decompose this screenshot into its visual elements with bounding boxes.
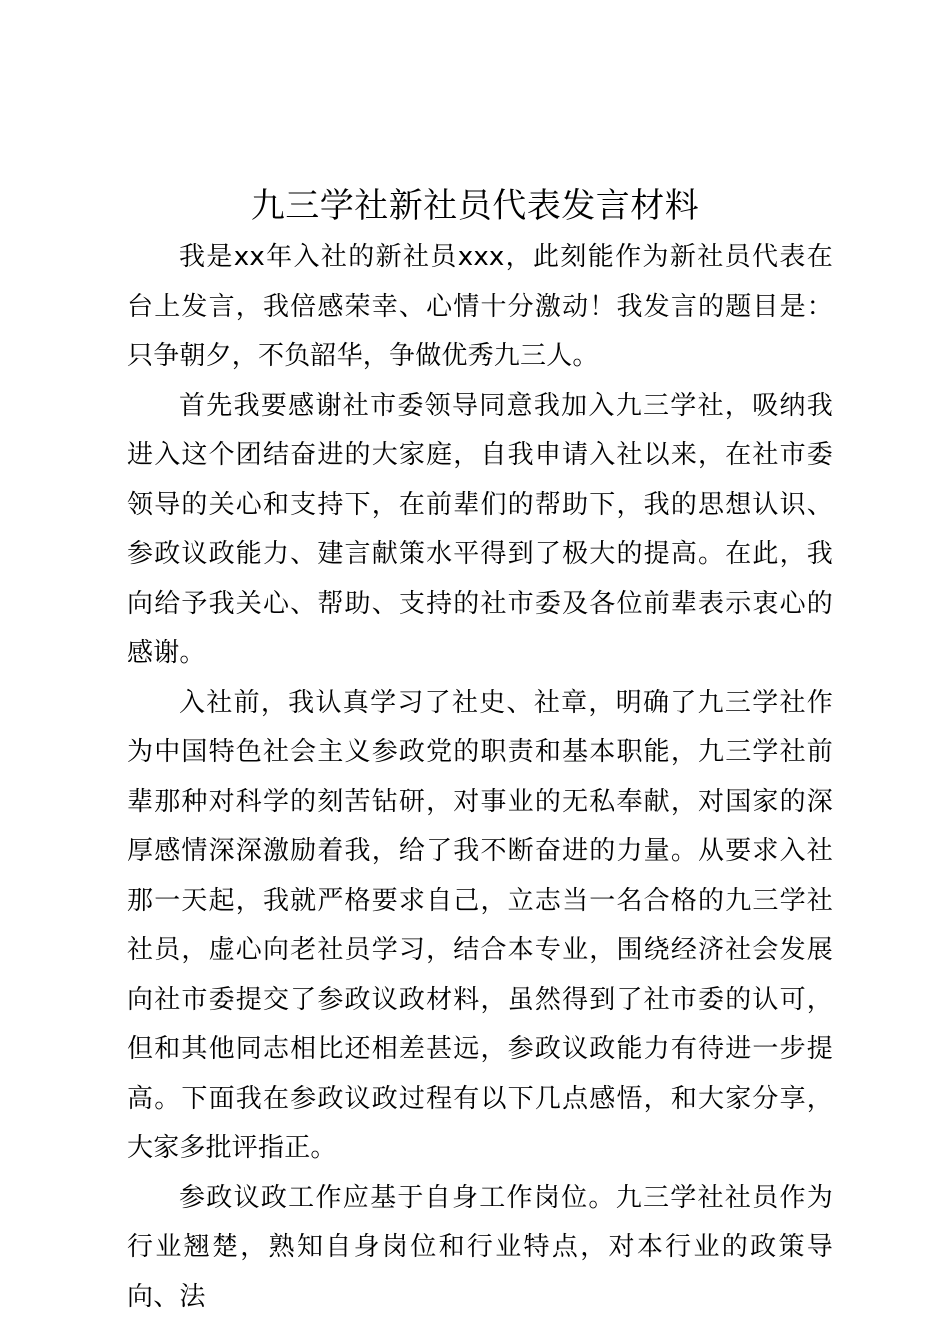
paragraph-4: 参政议政工作应基于自身工作岗位。九三学社社员作为行业翘楚，熟知自身岗位和行业特点，对本行业的政策导向、法 <box>127 1182 833 1312</box>
document-body <box>127 233 833 1322</box>
paragraph-2: 首先我要感谢社市委领导同意我加入九三学社，吸纳我进入这个团结奋进的大家庭，自我申请入社以来，在社市委领导的关心和支持下，在前辈们的帮助下，我的思想认识、参政议政能力、建言献策水平得到了极大的提高。在此，我向给予我关心、帮助、支持的社市委及各位前辈表示衷心的感谢。 <box>127 390 833 668</box>
document-title: 九三学社新社员代表发言材料 <box>250 186 700 226</box>
paragraph-1: 我是xx年入社的新社员xxx，此刻能作为新社员代表在台上发言，我倍感荣幸、心情十分激动！我发言的题目是：只争朝夕，不负韶华，争做优秀九三人。 <box>127 242 833 371</box>
paragraph-3: 入社前，我认真学习了社史、社章，明确了九三学社作为中国特色社会主义参政党的职责和基本职能，九三学社前辈那种对科学的刻苦钻研，对事业的无私奉献，对国家的深厚感情深深激励着我，给了我不断奋进的力量。从要求入社那一天起，我就严格要求自己，立志当一名合格的九三学社社员，虚心向老社员学习，结合本专业，围绕经济社会发展向社市委提交了参政议政材料，虽然得到了社市委的认可，但和其他同志相比还相差甚远，参政议政能力有待进一步提高。下面我在参政议政过程有以下几点感悟，和大家分享，大家多批评指正。 <box>127 687 833 1163</box>
